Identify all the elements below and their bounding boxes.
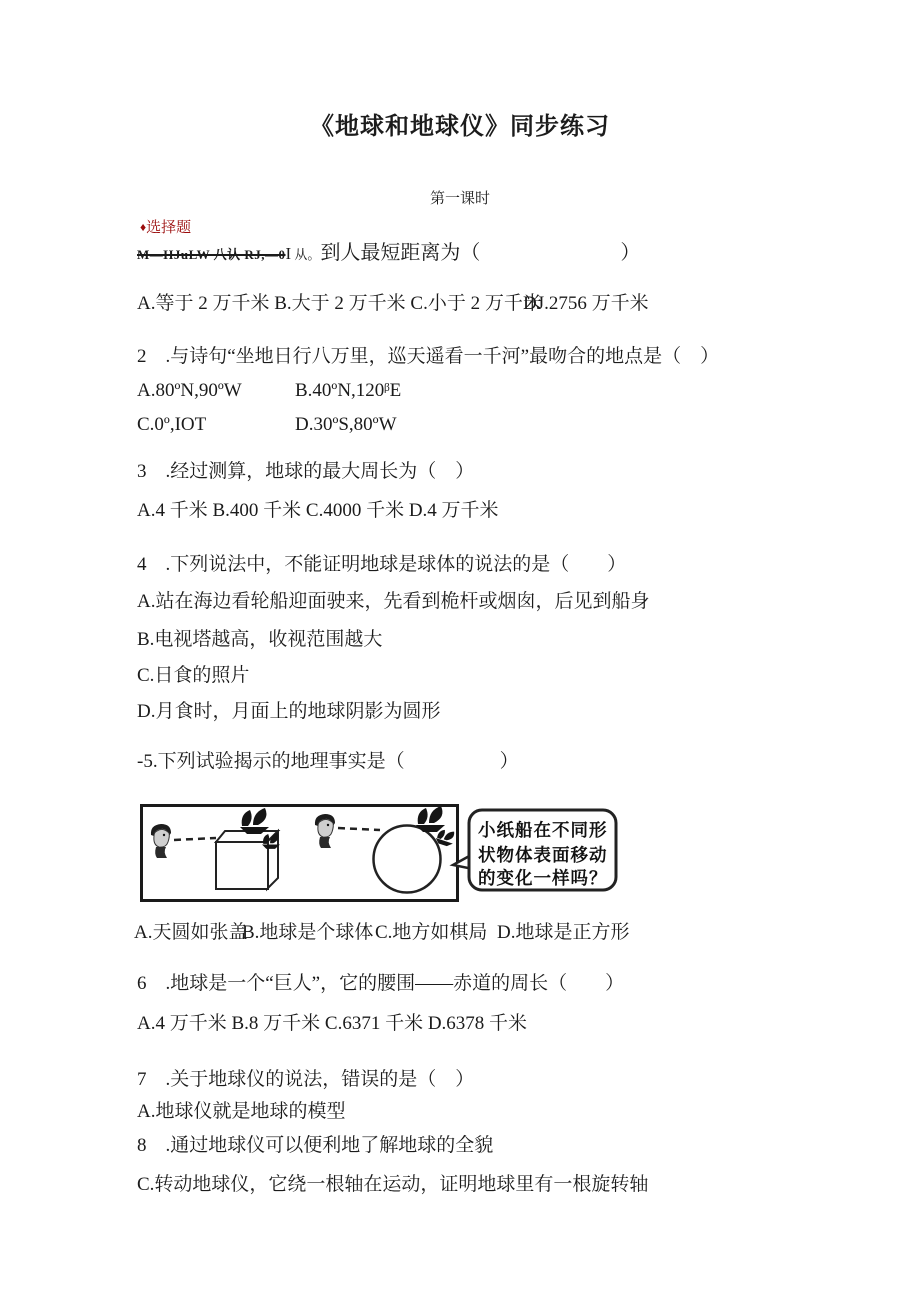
q2-option-b: B.40ºN,120ᵝE [295,380,402,401]
diamond-bullet-icon: ♦ [140,220,147,234]
q1-options-abc: A.等于 2 万千米 B.大于 2 万千米 C.小于 2 万千米 [137,293,542,314]
q1-garbled-struck-text: M—HJuLW 八认 RJ,—0 [137,247,286,262]
q1-garbled-capital: I [285,244,292,263]
q5-option-a: A.天圆如张盖 [134,922,248,943]
speech-bubble [453,810,616,890]
section-heading-label: 选择题 [146,220,192,236]
question-3-options: A.4 千米 B.400 千米 C.4000 千米 D.4 万千米 [137,500,499,521]
experiment-figure [140,804,620,904]
question-7-stem: 7 .关于地球仪的说法，错误的是（ ） [137,1069,475,1090]
question-6-stem: 6 .地球是一个“巨人”，它的腰围——赤道的周长（ ） [137,973,625,994]
question-1-stem [137,241,640,266]
q2-option-a: A.80ºN,90ºW [137,380,242,401]
q4-option-b: B.电视塔越高，收视范围越大 [137,629,383,650]
q4-option-a: A.站在海边看轮船迎面驶来，先看到桅杆或烟囱，后见到船身 [137,591,650,612]
q4-option-d: D.月食时，月面上的地球阴影为圆形 [137,701,441,722]
q7-option-c: C.转动地球仪，它绕一根轴在运动，证明地球里有一根旋转轴 [137,1174,649,1195]
question-2-options-row-2 [137,413,837,437]
session-heading: 第一课时 [429,191,490,207]
q1-garbled-tail: 从。 [291,247,321,262]
bubble-text-line-1: 小纸船在不同形 [478,820,608,840]
q5-option-c: C.地方如棋局 [375,922,488,943]
q4-option-c: C.日食的照片 [137,665,250,686]
q5-option-d: D.地球是正方形 [497,922,630,943]
q2-option-d: D.30ºS,80ºW [295,414,397,435]
question-2-options-row-1 [137,379,837,403]
question-5-stem: -5.下列试验揭示的地理事实是（ ） [137,751,519,772]
bubble-text-line-3: 的变化一样吗？ [478,868,608,888]
q7-option-a: A.地球仪就是地球的模型 [137,1101,346,1122]
document-title: 《地球和地球仪》同步练习 [310,114,610,140]
question-3-stem: 3 .经过测算，地球的最大周长为（ ） [137,461,475,482]
q7-option-b-misnumbered: 8 .通过地球仪可以便利地了解地球的全貌 [137,1135,494,1156]
question-4-stem: 4 .下列说法中，不能证明地球是球体的说法的是（ ） [137,554,627,575]
bubble-text-line-2: 状物体表面移动 [478,845,608,865]
q5-option-b: B.地球是个球体 [242,922,374,943]
question-2-stem: 2 .与诗句“坐地日行八万里，巡天遥看一千河”最吻合的地点是（ ） [137,346,720,367]
question-6-options: A.4 万千米 B.8 万千米 C.6371 千米 D.6378 千米 [137,1013,528,1034]
section-heading [140,219,191,238]
q1-option-d: DJ.2756 万千米 [523,293,649,314]
sphere-shape [374,826,441,893]
q1-stem-text: 到人最短距离为（ ） [320,242,641,264]
q2-option-c: C.0º,IOT [137,414,207,435]
